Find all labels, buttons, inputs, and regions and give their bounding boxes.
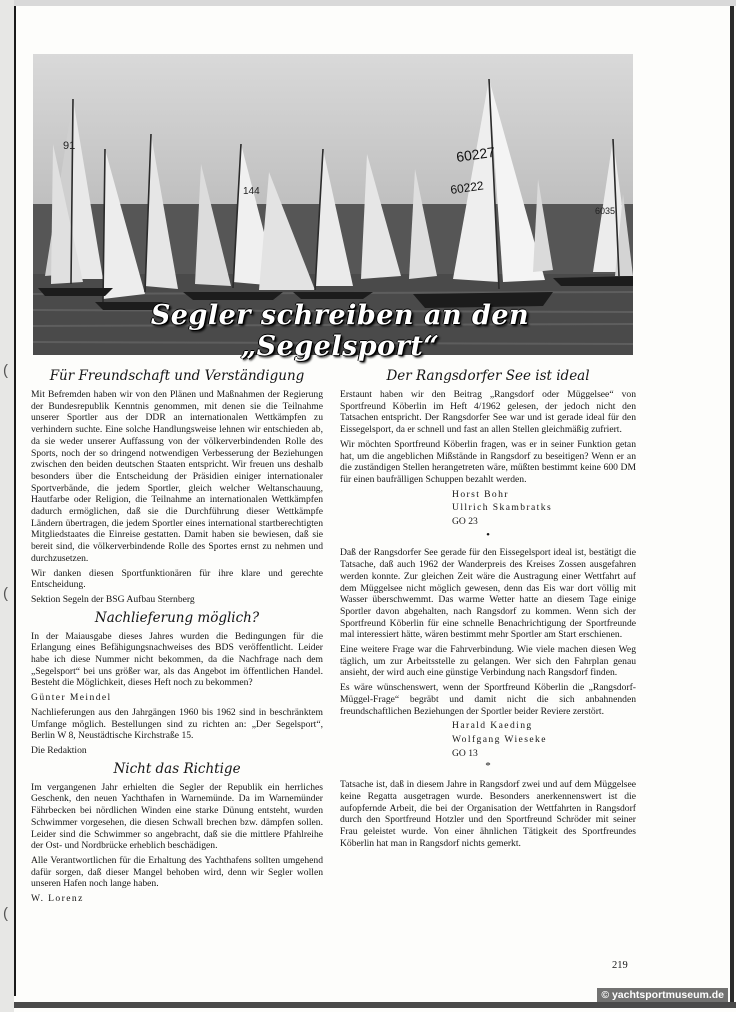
article-paragraph: Daß der Rangsdorfer See gerade für den Eissegelsport ideal ist, bestätigt die Tatsache, daß auch 1962 der Wanderpreis des Kreises Zossen ausgefahren werden konnte. Zur gleichen Zeit wäre die Austragung einer Wettfahrt auf dem Müggelsee nicht möglich gewesen, denn das Eis war dort völlig mit Wasser überschwemmt. Das warme Wetter hatte an diesem Tage einige Sportler davon abgehalten, nach Rangsdorf zu kommen. Wenn sich der Sportfreund Köberlin für eine schnelle Benachrichtigung der Sportfreunde mal interessiert hätte, wären bestimmt mehr Sportler am Start erschienen. — [340, 547, 636, 641]
article-paragraph: Mit Befremden haben wir von den Plänen und Maßnahmen der Regierung der Bundesrepublik Kenntnis genommen, mit denen sie die Teilnahme unserer Sportler aus der DDR an internationalen Wettkämpfen zu verhindern suchte. Eine solche Handlungsweise lehnen wir entschieden ab, da sie weder unserer Auffassung von der völkerverbindenden Rolle des Sports, noch der so dringend notwendigen Verbesserung der Beziehungen zwischen den beiden deutschen Staaten entspricht. Wir freuen uns deshalb besonders über die Entscheidung der Präsidien einiger internationaler Sportverbände, die jedem Sportler, gleich welcher Weltanschauung, Hautfarbe oder Religion, die Teilnahme an internationalen Wettkämpfen dadurch ermöglichen, daß sie die Durchführung dieser Wettkämpfe Ländern übertragen, die jedem Sportler eines international startberechtigten Mitgliedstaates die Einreise gestatten. Damit haben sie bewiesen, daß sie bereit sind, die völkerverbindende Rolle des Sportes ernst zu nehmen und durchzusetzen. — [31, 389, 323, 564]
article-paragraph: Wir danken diesen Sportfunktionären für ihre klare und gerechte Entscheidung. — [31, 567, 323, 591]
article-signature: Sektion Segeln der BSG Aufbau Sternberg — [31, 593, 195, 605]
sail-number: 6035 — [595, 206, 616, 216]
article-signature: Wolfgang Wieseke — [452, 733, 547, 745]
article-signature: Die Redaktion — [31, 744, 87, 756]
article-signature: GO 23 — [452, 516, 478, 528]
binding-mark: ( — [3, 362, 8, 379]
article-paragraph: Nachlieferungen aus den Jahrgängen 1960 bis 1962 sind in beschränktem Umfange möglich. Bestellungen sind zu richten an: „Der Segelsport“, Berlin W 8, Neustädtische Kirchstraße 15. — [31, 706, 323, 742]
article-paragraph: Alle Verantwortlichen für die Erhaltung des Yachthafens sollten umgehend dafür sorgen, daß dieser Mangel behoben wird, denn wir Segler wollen unseren Hafen noch lange haben. — [31, 854, 323, 890]
article-paragraph: Im vergangenen Jahr erhielten die Segler der Republik ein herrliches Geschenk, den neuen Yachthafen in Warnemünde. Da im Warnemünder Fährbecken bei nördlichen Winden eine starke Dünung entsteht, wurden Schwimmer vorgesehen, die diesen Schwall brechen bzw. dämpfen sollen. Leider sind die Schwimmer so angebracht, daß sie die mittlere Pfahlreihe der Ost- und Nordbrücke erheblich beschädigen. — [31, 781, 323, 852]
photo-caption-title: Segler schreiben an den „Segelsport“ — [150, 300, 530, 362]
article-heading: Nachlieferung möglich? — [94, 609, 260, 626]
left-column — [31, 364, 323, 908]
article-signature: Harald Kaeding — [452, 720, 533, 732]
article-paragraph: Tatsache ist, daß in diesem Jahre in Rangsdorf zwei und auf dem Müggelsee keine Regatta ausgetragen wurde. Besonders anerkennenswert ist die aufopfernde Arbeit, die bei der Organisation der Wettfahrten in Rangsdorf durch den Sportfreund Hotzler und den Sportfreund Schröder mit seiner Frau geleistet wurde. Von einer ähnlichen Tätigkeit des Sportfreundes Köberlin hat man in Rangsdorf nichts gemerkt. — [340, 779, 636, 849]
scan-top-edge — [0, 0, 736, 6]
page-bottom-edge — [14, 1002, 736, 1008]
sail-number: 60227 — [455, 143, 496, 165]
section-bullet: * — [485, 760, 491, 773]
article-heading: Für Freundschaft und Verständigung — [49, 368, 305, 384]
article-paragraph: Es wäre wünschenswert, wenn der Sportfreund Köberlin die „Rangsdorf-Müggel-Frage“ begräbt und damit nicht die sich anbahnenden freundschaftlichen Beziehungen der Sportler beider Reviere zerstört. — [340, 682, 636, 717]
binding-mark: ( — [3, 585, 8, 602]
article-signature: Ullrich Skambratks — [452, 502, 553, 514]
watermark: © yachtsportmuseum.de — [597, 988, 728, 1002]
sail-number: 60222 — [449, 178, 485, 197]
article-paragraph: Eine weitere Frage war die Fahrverbindung. Wie viele machen diesen Weg täglich, um zur Arbeitsstelle zu gelangen. Wer sich den Fahrplan genau ansieht, der wird auch eine günstige Verbindung nach Rangsdorf finden. — [340, 644, 636, 679]
article-signature: Günter Meindel — [31, 692, 112, 704]
article-signature: W. Lorenz — [31, 893, 84, 905]
sail-number: 91 — [63, 140, 76, 152]
right-column — [340, 364, 636, 852]
section-bullet: • — [486, 528, 490, 541]
sail-number: 144 — [243, 186, 260, 197]
article-paragraph: In der Maiausgabe dieses Jahres wurden die Bedingungen für die Erlangung eines Befähigungsnachweises des BDS veröffentlicht. Leider habe ich diese Nummer nicht bekommen, da die Nachfrage nach dem „Segelsport“ bei uns größer war, als das Angebot im öffentlichen Handel. Besteht die Möglichkeit, dieses Heft noch zu bekommen? — [31, 630, 323, 689]
page-left-edge — [14, 6, 16, 996]
article-paragraph: Wir möchten Sportfreund Köberlin fragen, was er in seiner Funktion getan hat, um die angeblichen Mißstände in Rangsdorf zu beseitigen? Wenn er an die zuständigen Stellen herangetreten wäre, müßten bestimmt keine 600 DM für einen baufrälligen Schuppen bezahlt werden. — [340, 438, 636, 485]
article-signature: Horst Bohr — [452, 488, 509, 500]
article-paragraph: Erstaunt haben wir den Beitrag „Rangsdorf oder Müggelsee“ von Sportfreund Köberlin im Heft 4/1962 gelesen, der jedoch nicht den Tatsachen entspricht. Der Rangsdorfer See war und ist gerade ideal für den Eissegelsport, da er schnell und fast an allen Stellen gleichmäßig zufriert. — [340, 389, 636, 436]
article-heading: Der Rangsdorfer See ist ideal — [386, 368, 590, 384]
article-signature: GO 13 — [452, 747, 478, 759]
article-heading: Nicht das Richtige — [113, 760, 241, 777]
page-number: 219 — [612, 960, 628, 971]
page-right-edge — [730, 6, 734, 1006]
binding-mark: ( — [3, 905, 8, 922]
scan-left-margin — [0, 0, 14, 1012]
